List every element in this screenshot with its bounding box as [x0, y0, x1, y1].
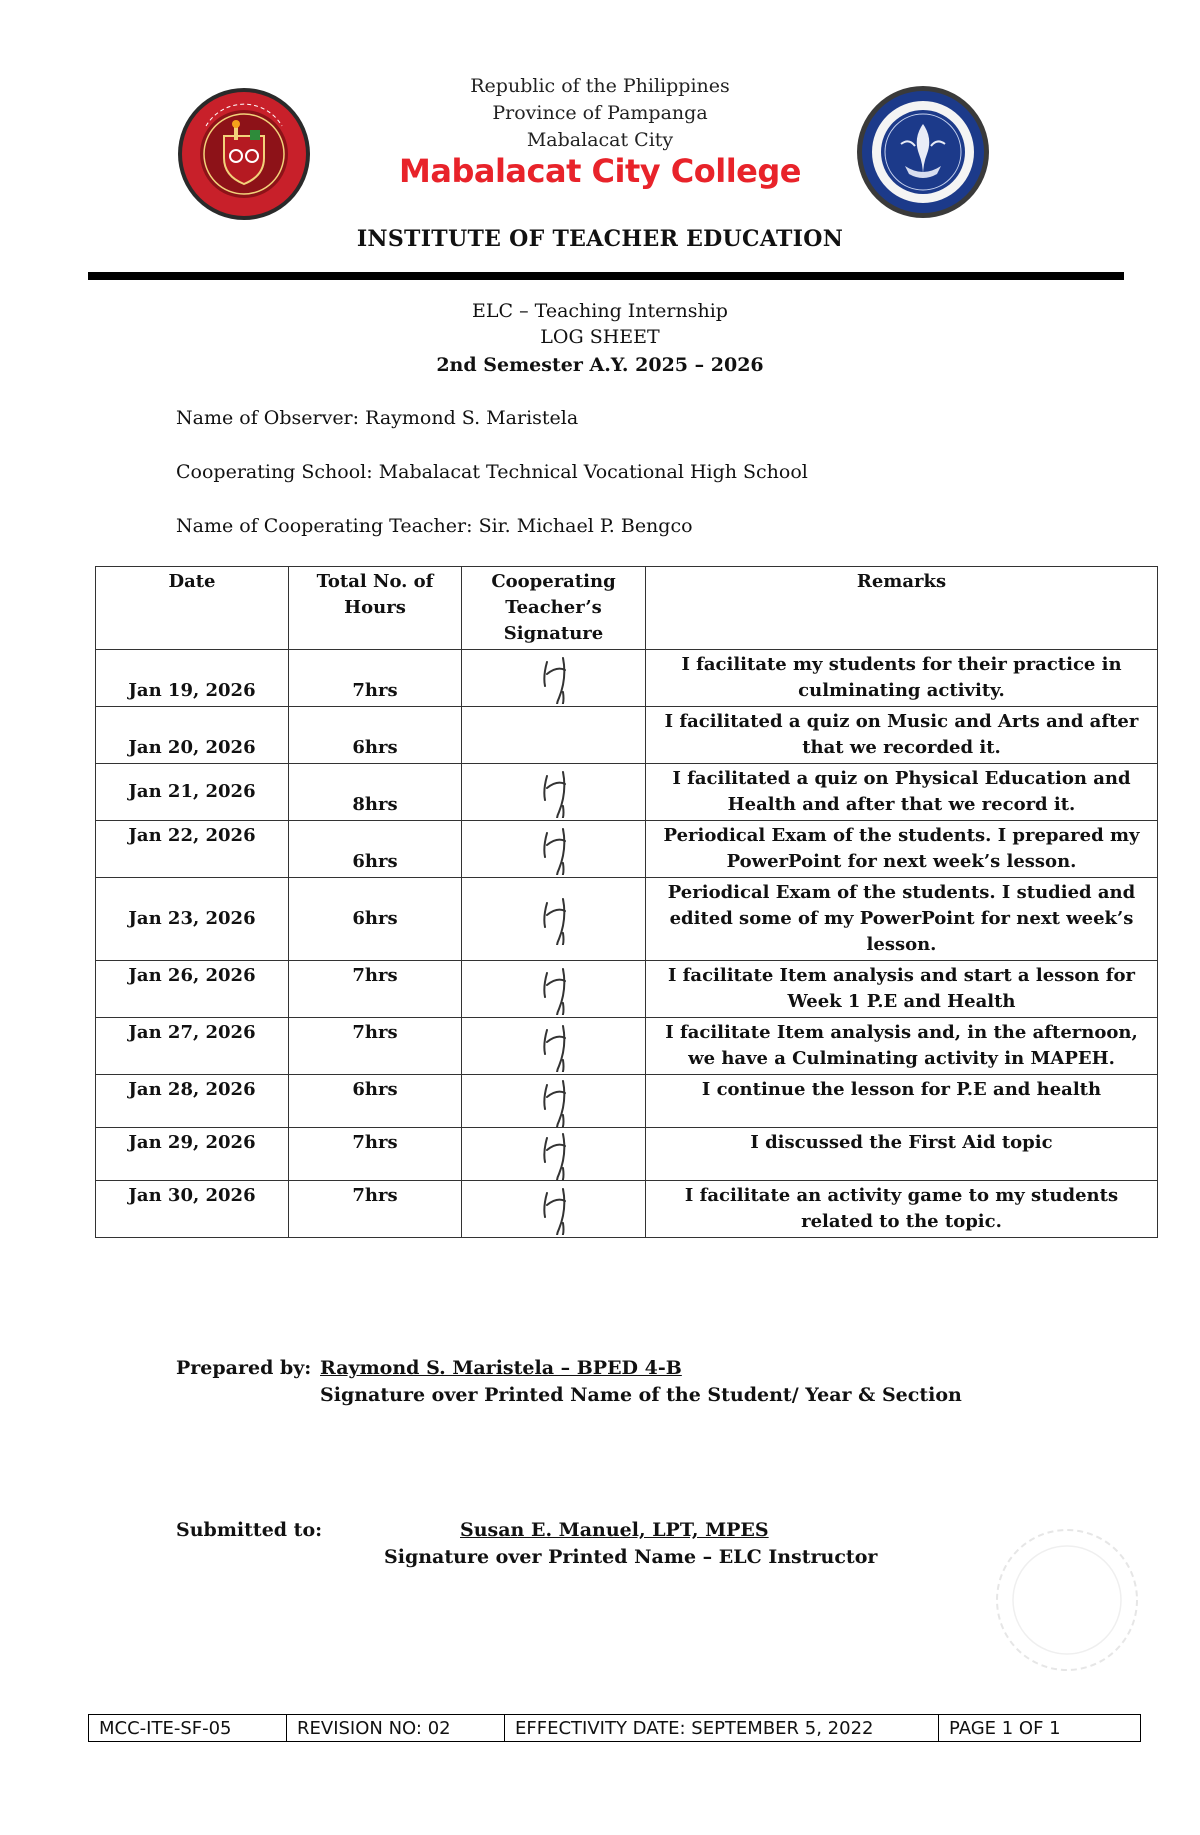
cell-date: Jan 23, 2026: [96, 878, 289, 961]
header-signature: [462, 567, 646, 650]
table-row: [96, 707, 1158, 764]
cell-remarks: I discussed the First Aid topic: [646, 1128, 1158, 1181]
table-header-row: [96, 567, 1158, 650]
header-sig-line1: Cooperating: [491, 571, 616, 592]
table-row: [96, 650, 1158, 707]
header-province: Province of Pampanga: [492, 102, 708, 124]
cell-remarks: I facilitated a quiz on Physical Education and Health and after that we record it.: [646, 764, 1158, 821]
cell-remarks: I facilitate Item analysis and start a lesson for Week 1 P.E and Health: [646, 961, 1158, 1018]
teacher-signature-mark: [529, 1183, 579, 1235]
teacher-signature-mark: [529, 823, 579, 875]
doc-title-logsheet: LOG SHEET: [540, 326, 660, 348]
table-row: [96, 1018, 1158, 1075]
cell-date: Jan 29, 2026: [96, 1128, 289, 1181]
submitted-name: Susan E. Manuel, LPT, MPES: [460, 1519, 769, 1541]
document-footer: [88, 1714, 1141, 1742]
cell-hours: 7hrs: [289, 650, 462, 707]
table-row: [96, 961, 1158, 1018]
teacher-signature-mark: [529, 1075, 579, 1127]
prepared-caption: Signature over Printed Name of the Student/ Year & Section: [320, 1384, 962, 1406]
header-remarks: Remarks: [646, 567, 1158, 650]
footer-code: MCC-ITE-SF-05: [89, 1715, 287, 1742]
cell-date: Jan 21, 2026: [96, 764, 289, 821]
cell-signature: [462, 1128, 646, 1181]
cell-date: Jan 27, 2026: [96, 1018, 289, 1075]
teacher-signature-mark: [529, 652, 579, 704]
observer-label: Name of Observer:: [176, 407, 360, 429]
header-rule: [88, 272, 1124, 280]
cell-signature: [462, 1181, 646, 1238]
cell-signature: [462, 764, 646, 821]
cell-hours: 7hrs: [289, 1128, 462, 1181]
cell-date: Jan 30, 2026: [96, 1181, 289, 1238]
header-sig-line2: Teacher’s: [505, 597, 602, 618]
cell-hours: 7hrs: [289, 1181, 462, 1238]
cell-signature: [462, 961, 646, 1018]
header-city: Mabalacat City: [526, 129, 674, 151]
prepared-label: Prepared by:: [176, 1357, 312, 1379]
cell-date: Jan 22, 2026: [96, 821, 289, 878]
teacher-signature-mark: [529, 1020, 579, 1072]
cell-remarks: I facilitate Item analysis and, in the afternoon, we have a Culminating activity in MAPEH.: [646, 1018, 1158, 1075]
cell-date: Jan 26, 2026: [96, 961, 289, 1018]
cell-date: Jan 28, 2026: [96, 1075, 289, 1128]
doc-title-semester: 2nd Semester A.Y. 2025 – 2026: [436, 354, 764, 376]
cell-hours: 6hrs: [289, 878, 462, 961]
faint-stamp-mark: [992, 1525, 1142, 1675]
cell-signature: [462, 821, 646, 878]
cell-hours: 7hrs: [289, 961, 462, 1018]
table-row: [96, 1181, 1158, 1238]
teacher-signature-mark: [529, 1128, 579, 1180]
header-republic: Republic of the Philippines: [470, 75, 730, 97]
observer-value: Raymond S. Maristela: [365, 407, 579, 429]
cell-signature: [462, 1075, 646, 1128]
cell-remarks: Periodical Exam of the students. I studied and edited some of my PowerPoint for next week’s lesson.: [646, 878, 1158, 961]
cell-remarks: I continue the lesson for P.E and health: [646, 1075, 1158, 1128]
header-date: Date: [96, 567, 289, 650]
teacher-signature-mark: [529, 766, 579, 818]
cell-remarks: I facilitated a quiz on Music and Arts and after that we recorded it.: [646, 707, 1158, 764]
institute-title: INSTITUTE OF TEACHER EDUCATION: [356, 226, 844, 252]
teacher-signature-mark: [529, 963, 579, 1015]
cell-remarks: I facilitate an activity game to my students related to the topic.: [646, 1181, 1158, 1238]
footer-page: PAGE 1 OF 1: [939, 1715, 1141, 1742]
college-name: Mabalacat City College: [399, 152, 801, 190]
cell-hours: 6hrs: [289, 821, 462, 878]
teacher-value: Sir. Michael P. Bengco: [478, 515, 693, 537]
footer-effectivity: EFFECTIVITY DATE: SEPTEMBER 5, 2022: [505, 1715, 939, 1742]
teacher-line: [176, 515, 693, 537]
cell-date: Jan 20, 2026: [96, 707, 289, 764]
cell-remarks: Periodical Exam of the students. I prepared my PowerPoint for next week’s lesson.: [646, 821, 1158, 878]
header-hours-line1: Total No. of: [316, 571, 434, 592]
header-sig-line3: Signature: [503, 623, 604, 644]
cell-signature: [462, 650, 646, 707]
table-row: [96, 1075, 1158, 1128]
cell-signature: [462, 1018, 646, 1075]
cell-remarks: I facilitate my students for their practice in culminating activity.: [646, 650, 1158, 707]
college-seal-logo: [176, 86, 312, 222]
school-label: Cooperating School:: [176, 461, 373, 483]
cell-signature: [462, 878, 646, 961]
teacher-label: Name of Cooperating Teacher:: [176, 515, 473, 537]
doc-title-program: ELC – Teaching Internship: [472, 300, 728, 322]
cell-signature: [462, 707, 646, 764]
footer-revision: REVISION NO: 02: [287, 1715, 505, 1742]
cell-date: Jan 19, 2026: [96, 650, 289, 707]
cell-hours: 6hrs: [289, 1075, 462, 1128]
school-value: Mabalacat Technical Vocational High School: [378, 461, 808, 483]
submitted-caption: Signature over Printed Name – ELC Instructor: [384, 1546, 878, 1568]
table-row: [96, 821, 1158, 878]
cell-hours: 6hrs: [289, 707, 462, 764]
header-hours-line2: Hours: [344, 597, 406, 618]
header-hours: [289, 567, 462, 650]
table-row: [96, 764, 1158, 821]
table-row: [96, 878, 1158, 961]
cell-hours: 8hrs: [289, 764, 462, 821]
submitted-label: Submitted to:: [176, 1519, 323, 1541]
teacher-signature-mark: [529, 893, 579, 945]
cell-hours: 7hrs: [289, 1018, 462, 1075]
observer-line: [176, 407, 578, 429]
log-table: [95, 566, 1158, 1238]
prepared-name: Raymond S. Maristela – BPED 4-B: [320, 1357, 682, 1379]
table-row: [96, 1128, 1158, 1181]
school-line: [176, 461, 808, 483]
